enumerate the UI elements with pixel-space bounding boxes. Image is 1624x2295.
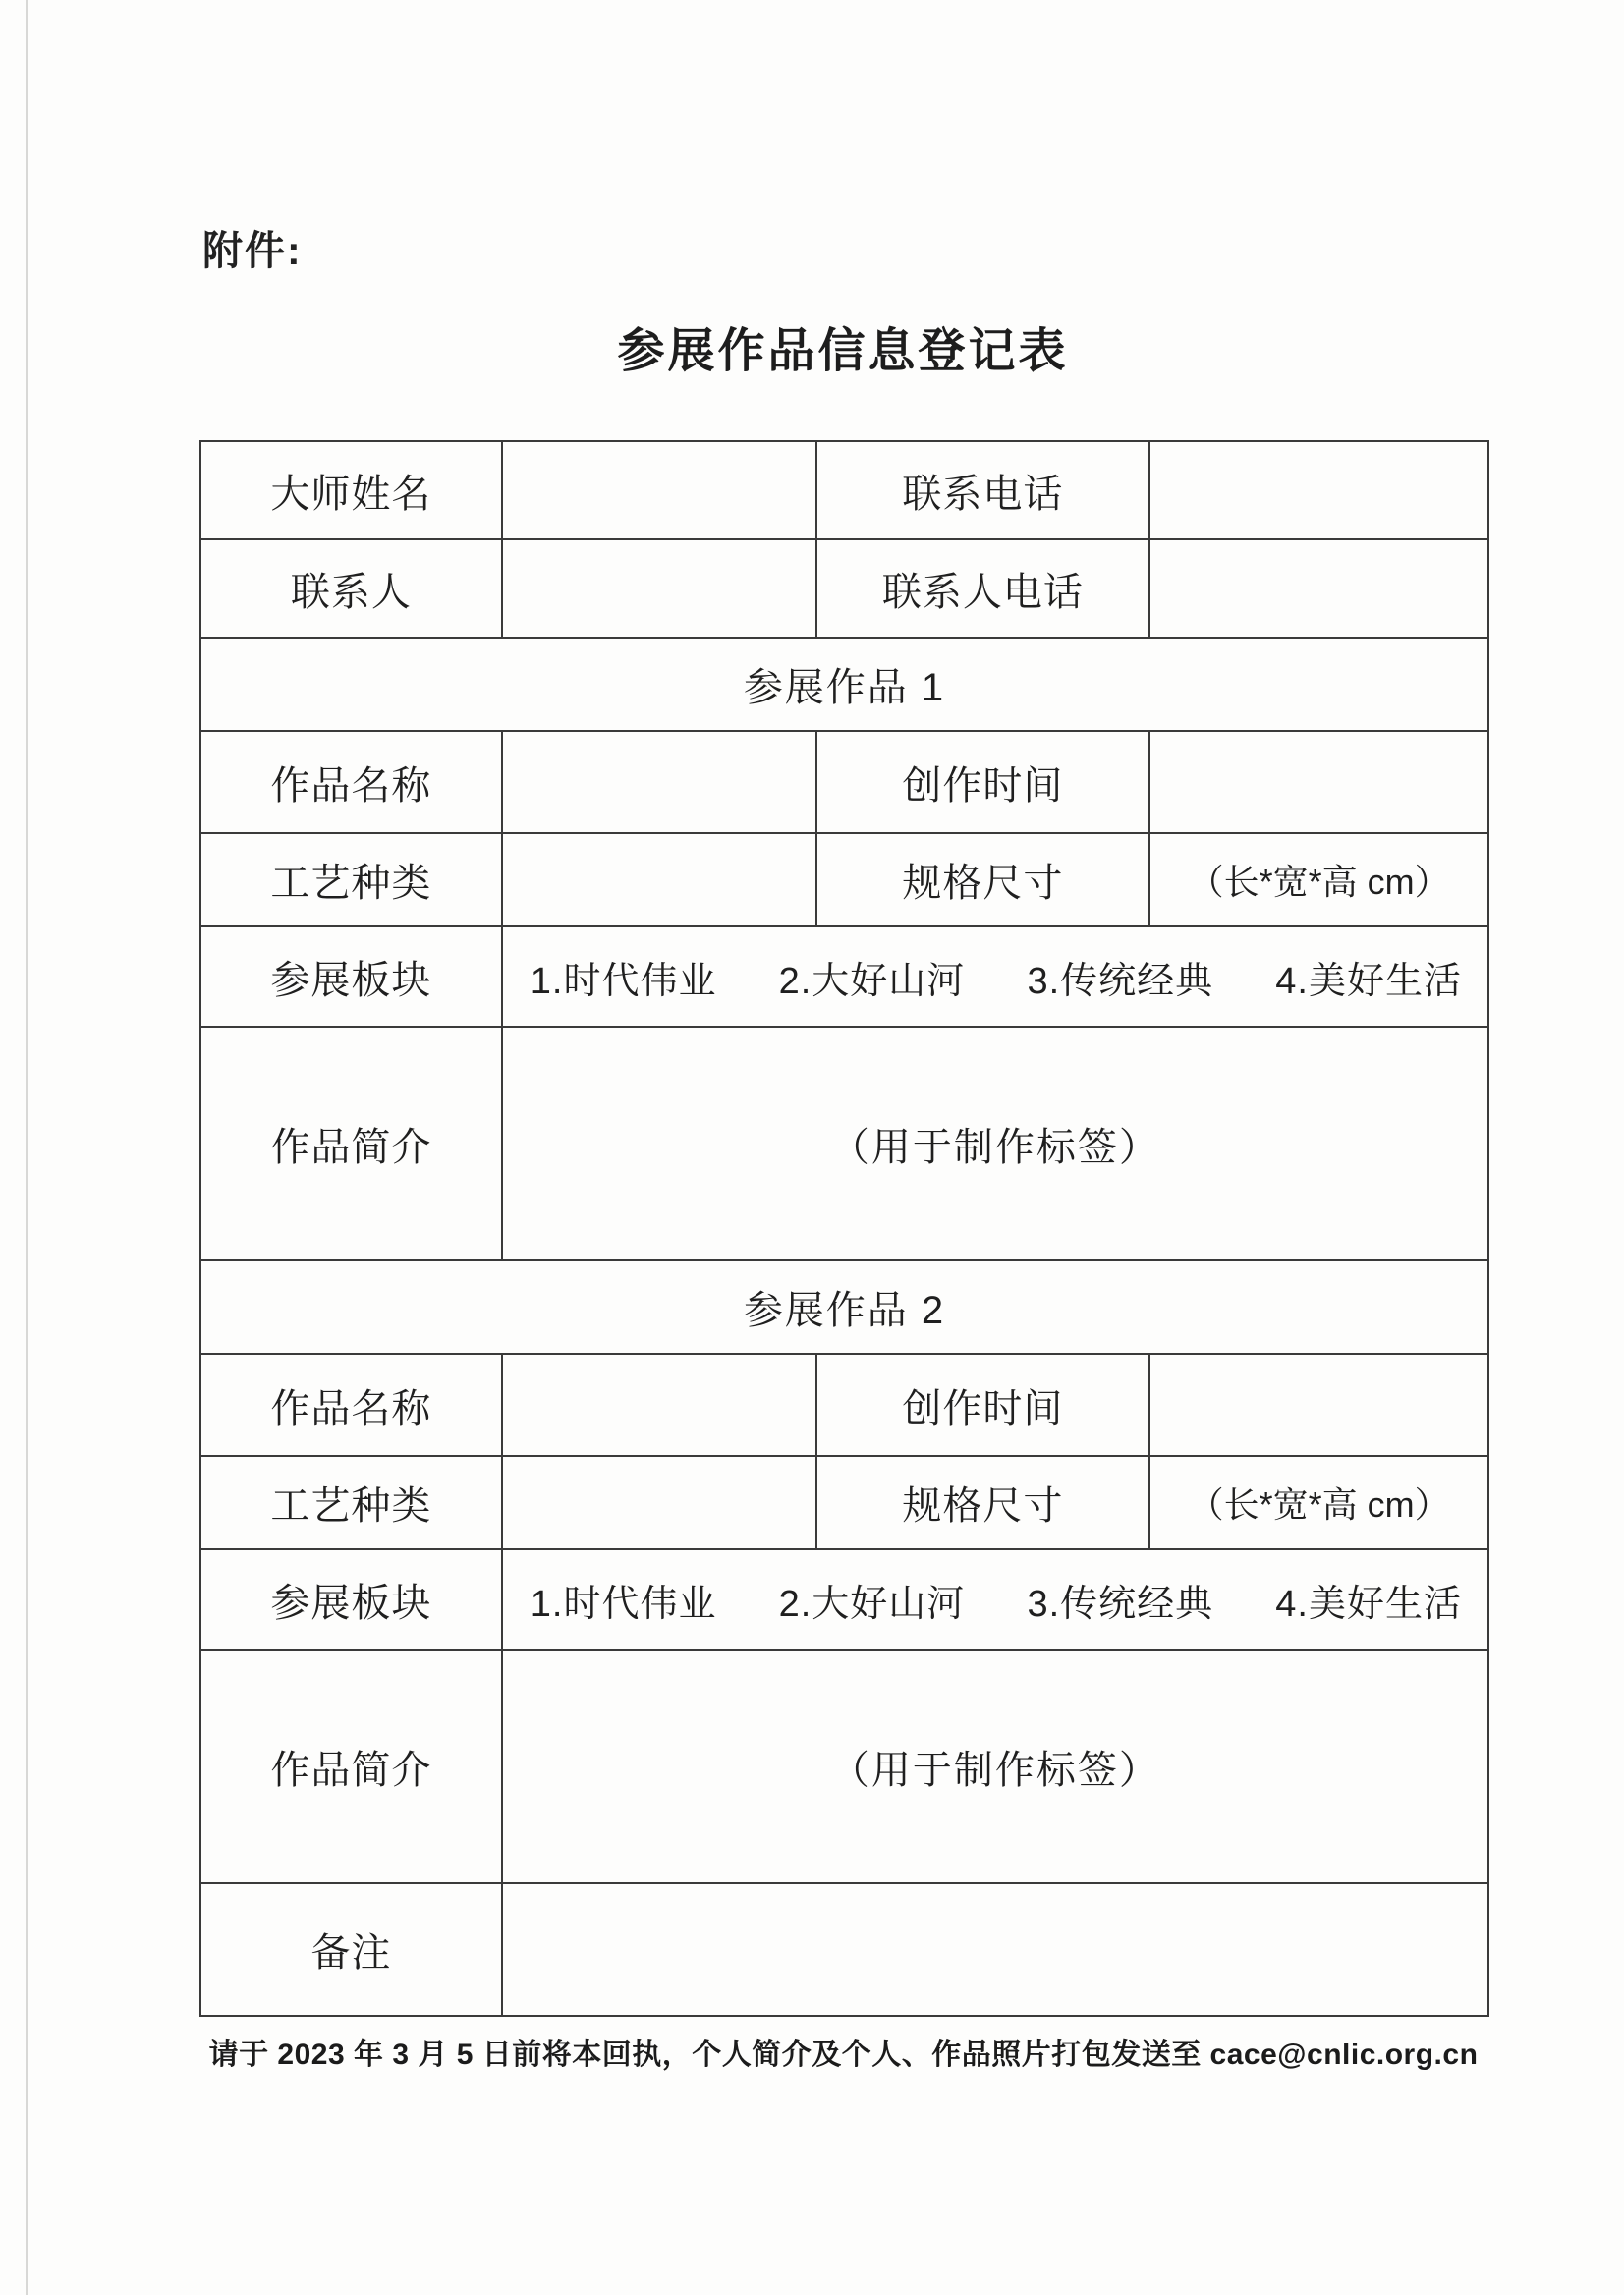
section-1-intro-row [200, 1027, 1488, 1260]
notes-row [200, 1883, 1488, 2016]
board-option: 2.大好山河 [778, 1583, 966, 1625]
creation-time-value-cell-1 [1149, 731, 1488, 833]
craft-type-value-cell-1 [502, 833, 816, 926]
contact-person-phone-value-cell [1149, 539, 1488, 638]
board-option: 1.时代伟业 [530, 960, 717, 1002]
spec-size-label-1: 规格尺寸 [816, 833, 1150, 926]
section-1-name-row [200, 731, 1488, 833]
master-row [200, 441, 1488, 539]
creation-time-label-2: 创作时间 [816, 1354, 1150, 1456]
exhibition-board-options-cell-1 [502, 926, 1488, 1027]
section-2-header: 参展作品 2 [200, 1260, 1488, 1354]
section-2-craft-row [200, 1456, 1488, 1549]
contact-phone-value-cell [1149, 441, 1488, 539]
contact-person-label: 联系人 [200, 539, 502, 638]
section-1-header: 参展作品 1 [200, 638, 1488, 731]
section-2-board-row [200, 1549, 1488, 1650]
contact-person-value-cell [502, 539, 816, 638]
master-name-value-cell [502, 441, 816, 539]
creation-time-value-cell-2 [1149, 1354, 1488, 1456]
section-1-header-row [200, 638, 1488, 731]
exhibition-board-label-1: 参展板块 [200, 926, 502, 1027]
work-name-label-1: 作品名称 [200, 731, 502, 833]
work-intro-hint-2: （用于制作标签） [502, 1650, 1488, 1883]
work-name-value-cell-1 [502, 731, 816, 833]
exhibition-board-label-2: 参展板块 [200, 1549, 502, 1650]
contact-phone-label: 联系电话 [816, 441, 1150, 539]
scan-edge-artifact [26, 0, 28, 2295]
exhibition-board-options-2 [531, 1573, 1462, 1627]
work-name-value-cell-2 [502, 1354, 816, 1456]
section-2-header-row [200, 1260, 1488, 1354]
craft-type-value-cell-2 [502, 1456, 816, 1549]
spec-size-label-2: 规格尺寸 [816, 1456, 1150, 1549]
contact-person-row [200, 539, 1488, 638]
board-option: 2.大好山河 [778, 960, 966, 1002]
master-name-label: 大师姓名 [200, 441, 502, 539]
section-1-craft-row [200, 833, 1488, 926]
exhibition-board-options-1 [531, 950, 1462, 1004]
attachment-label: 附件: [202, 228, 303, 273]
footer-note: 请于 2023 年 3 月 5 日前将本回执，个人简介及个人、作品照片打包发送至 cace@cnlic.org.cn [208, 2039, 1479, 2071]
work-intro-label-1: 作品简介 [200, 1027, 502, 1260]
work-intro-label-2: 作品简介 [200, 1650, 502, 1883]
spec-size-hint-2: （长*宽*高 cm） [1149, 1456, 1488, 1549]
craft-type-label-1: 工艺种类 [200, 833, 502, 926]
section-1-board-row [200, 926, 1488, 1027]
page-title: 参展作品信息登记表 [617, 325, 1069, 377]
registration-form-table [199, 440, 1489, 2017]
section-2-name-row [200, 1354, 1488, 1456]
board-option: 3.传统经典 [1027, 960, 1214, 1002]
board-option: 3.传统经典 [1027, 1583, 1214, 1625]
board-option: 1.时代伟业 [530, 1583, 717, 1625]
contact-person-phone-label: 联系人电话 [816, 539, 1150, 638]
exhibition-board-options-cell-2 [502, 1549, 1488, 1650]
notes-value-cell [502, 1883, 1488, 2016]
spec-size-hint-1: （长*宽*高 cm） [1149, 833, 1488, 926]
work-name-label-2: 作品名称 [200, 1354, 502, 1456]
craft-type-label-2: 工艺种类 [200, 1456, 502, 1549]
work-intro-hint-1: （用于制作标签） [502, 1027, 1488, 1260]
board-option: 4.美好生活 [1275, 1583, 1462, 1625]
board-option: 4.美好生活 [1275, 960, 1462, 1002]
notes-label: 备注 [200, 1883, 502, 2016]
section-2-intro-row [200, 1650, 1488, 1883]
creation-time-label-1: 创作时间 [816, 731, 1150, 833]
